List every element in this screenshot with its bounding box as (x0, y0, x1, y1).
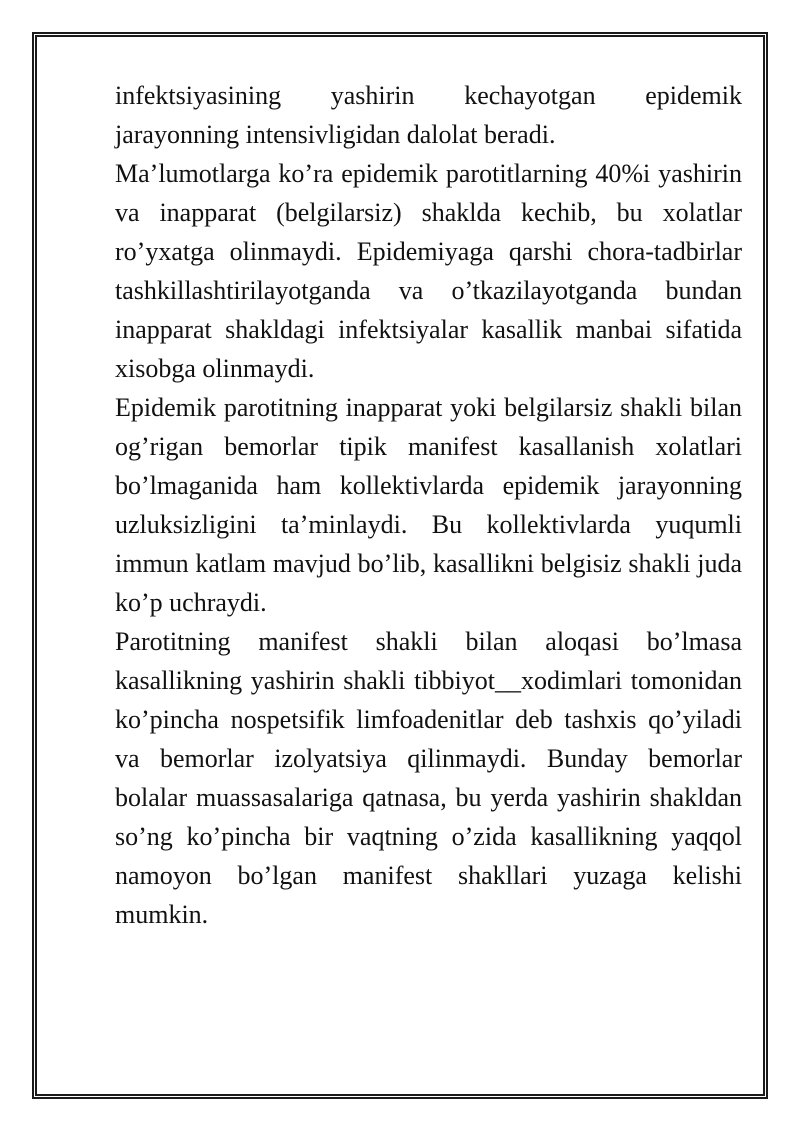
document-body (115, 76, 742, 934)
paragraph-1: infektsiyasining yashirin kechayotgan epidemik jarayonning intensivligidan dalolat beradi. (115, 81, 742, 149)
paragraph-2: Ma’lumotlarga ko’ra epidemik parotitlarning 40%i yashirin va inapparat (belgilarsiz) shaklda kechib, bu xolatlar ro’yxatga olinmaydi. Epidemiyaga qarshi chora-tadbirlar tashkillashtirilayotganda va o’tkazilayotganda bundan inapparat shakldagi infektsiyalar kasallik manbai sifatida xisobga olinmaydi. (115, 159, 742, 383)
paragraph-4: Parotitning manifest shakli bilan aloqasi bo’lmasa kasallikning yashirin shakli tibbiyot__xodimlari tomonidan ko’pincha nospetsifik limfoadenitlar deb tashxis qo’yiladi va bemorlar izolyatsiya qilinmaydi. Bunday bemorlar bolalar muassasalariga qatnasa, bu yerda yashirin shakldan so’ng ko’pincha bir vaqtning o’zida kasallikning yaqqol namoyon bo’lgan manifest shakllari yuzaga kelishi mumkin. (115, 627, 742, 929)
paragraph-3: Epidemik parotitning inapparat yoki belgilarsiz shakli bilan og’rigan bemorlar tipik manifest kasallanish xolatlari bo’lmaganida ham kollektivlarda epidemik jarayonning uzluksizligini ta’minlaydi. Bu kollektivlarda yuqumli immun katlam mavjud bo’lib, kasallikni belgisiz shakli juda ko’p uchraydi. (115, 393, 742, 617)
